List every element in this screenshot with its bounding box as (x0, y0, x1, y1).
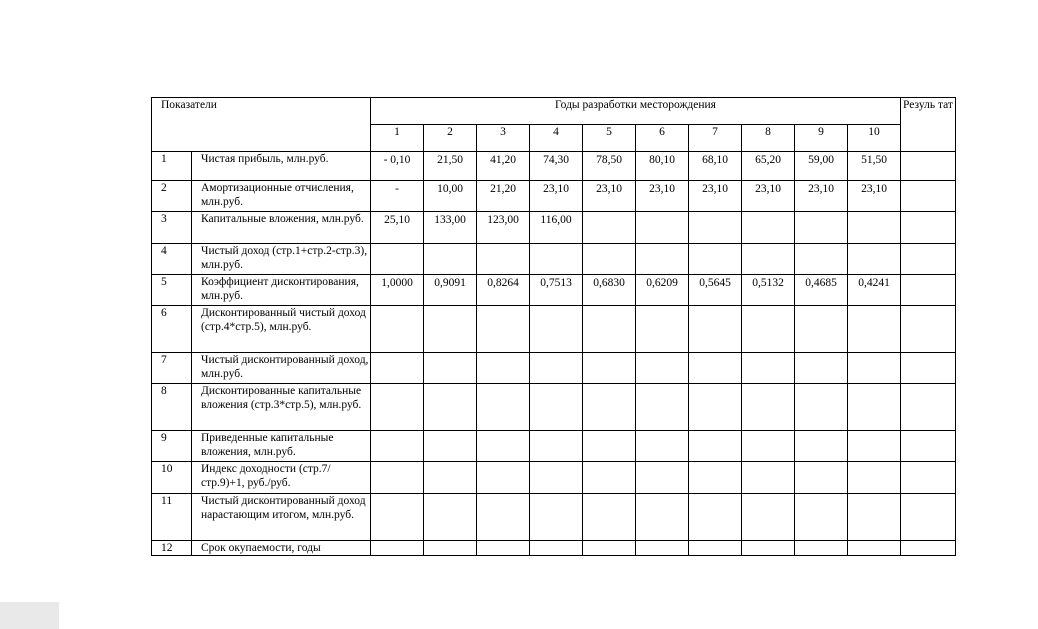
value-cell (530, 494, 583, 541)
value-cell: - 0,10 (371, 152, 424, 181)
value-cell (689, 306, 742, 353)
result-cell (901, 244, 956, 275)
value-cell (742, 212, 795, 244)
value-cell (689, 353, 742, 384)
table-row (152, 384, 956, 431)
table-row (152, 353, 956, 384)
value-cell (371, 384, 424, 431)
table-row (152, 494, 956, 541)
value-cell: 41,20 (477, 152, 530, 181)
row-indicator-name: Дисконтированный чистый доход (стр.4*стр.5), млн.руб. (192, 306, 371, 353)
value-cell: 10,00 (424, 181, 477, 212)
value-cell (795, 431, 848, 462)
value-cell (583, 431, 636, 462)
table-row (152, 541, 956, 556)
value-cell: 78,50 (583, 152, 636, 181)
value-cell (477, 494, 530, 541)
result-cell (901, 181, 956, 212)
value-cell (477, 353, 530, 384)
result-cell (901, 462, 956, 494)
header-indicators: Показатели (152, 98, 371, 152)
year-header-4: 4 (530, 125, 583, 152)
result-cell (901, 152, 956, 181)
value-cell (371, 494, 424, 541)
year-header-8: 8 (742, 125, 795, 152)
result-cell (901, 494, 956, 541)
row-indicator-name: Чистый дисконтированный доход нарастающим итогом, млн.руб. (192, 494, 371, 541)
value-cell (424, 541, 477, 556)
value-cell: 23,10 (530, 181, 583, 212)
row-indicator-name: Капитальные вложения, млн.руб. (192, 212, 371, 244)
value-cell (530, 462, 583, 494)
header-result: Резуль тат (901, 98, 956, 152)
value-cell (583, 384, 636, 431)
value-cell (424, 244, 477, 275)
value-cell (424, 431, 477, 462)
value-cell (848, 244, 901, 275)
year-header-2: 2 (424, 125, 477, 152)
row-number: 3 (152, 212, 192, 244)
value-cell: 21,20 (477, 181, 530, 212)
value-cell: 133,00 (424, 212, 477, 244)
value-cell (424, 353, 477, 384)
value-cell: 51,50 (848, 152, 901, 181)
row-indicator-name: Коэффициент дисконтирования, млн.руб. (192, 275, 371, 306)
row-indicator-name: Индекс доходности (стр.7/стр.9)+1, руб./руб. (192, 462, 371, 494)
table-row (152, 462, 956, 494)
row-number: 8 (152, 384, 192, 431)
value-cell: 25,10 (371, 212, 424, 244)
value-cell: 23,10 (848, 181, 901, 212)
value-cell (636, 462, 689, 494)
value-cell (848, 431, 901, 462)
value-cell (530, 306, 583, 353)
value-cell (477, 384, 530, 431)
value-cell (583, 541, 636, 556)
value-cell (424, 384, 477, 431)
value-cell (795, 494, 848, 541)
row-number: 10 (152, 462, 192, 494)
row-indicator-name: Чистый доход (стр.1+стр.2-стр.3), млн.руб. (192, 244, 371, 275)
value-cell (689, 212, 742, 244)
header-years-title: Годы разработки месторождения (371, 98, 901, 125)
value-cell: 23,10 (795, 181, 848, 212)
value-cell (477, 244, 530, 275)
year-header-6: 6 (636, 125, 689, 152)
year-header-5: 5 (583, 125, 636, 152)
value-cell (424, 306, 477, 353)
value-cell (742, 244, 795, 275)
value-cell (583, 244, 636, 275)
value-cell (371, 353, 424, 384)
value-cell (636, 306, 689, 353)
result-cell (901, 212, 956, 244)
value-cell: 0,4241 (848, 275, 901, 306)
value-cell (689, 384, 742, 431)
value-cell (742, 541, 795, 556)
value-cell: 0,5645 (689, 275, 742, 306)
value-cell (636, 244, 689, 275)
value-cell: 0,7513 (530, 275, 583, 306)
value-cell (848, 353, 901, 384)
value-cell: 23,10 (583, 181, 636, 212)
table-row (152, 152, 956, 181)
value-cell (795, 212, 848, 244)
value-cell (530, 431, 583, 462)
row-number: 9 (152, 431, 192, 462)
value-cell (742, 494, 795, 541)
result-cell (901, 353, 956, 384)
value-cell (848, 494, 901, 541)
value-cell (477, 541, 530, 556)
value-cell (795, 353, 848, 384)
year-header-7: 7 (689, 125, 742, 152)
row-number: 6 (152, 306, 192, 353)
value-cell: 116,00 (530, 212, 583, 244)
value-cell (742, 306, 795, 353)
value-cell (636, 431, 689, 462)
table-row (152, 306, 956, 353)
value-cell: 0,6209 (636, 275, 689, 306)
value-cell: 1,0000 (371, 275, 424, 306)
result-cell (901, 384, 956, 431)
value-cell (371, 462, 424, 494)
row-number: 5 (152, 275, 192, 306)
value-cell: 123,00 (477, 212, 530, 244)
value-cell (371, 244, 424, 275)
value-cell (477, 306, 530, 353)
value-cell (424, 494, 477, 541)
row-indicator-name: Чистая прибыль, млн.руб. (192, 152, 371, 181)
value-cell (795, 462, 848, 494)
table-row (152, 212, 956, 244)
value-cell (742, 384, 795, 431)
value-cell (848, 306, 901, 353)
value-cell: 21,50 (424, 152, 477, 181)
value-cell: 23,10 (742, 181, 795, 212)
value-cell (530, 353, 583, 384)
value-cell (848, 212, 901, 244)
value-cell (742, 462, 795, 494)
value-cell (583, 212, 636, 244)
value-cell (689, 494, 742, 541)
value-cell (371, 306, 424, 353)
value-cell (742, 431, 795, 462)
corner-panel (0, 602, 59, 629)
value-cell: 80,10 (636, 152, 689, 181)
row-indicator-name: Чистый дисконтированный доход, млн.руб. (192, 353, 371, 384)
year-header-1: 1 (371, 125, 424, 152)
table-row (152, 275, 956, 306)
row-indicator-name: Амортизационные отчисления, млн.руб. (192, 181, 371, 212)
result-cell (901, 541, 956, 556)
value-cell (530, 244, 583, 275)
value-cell: - (371, 181, 424, 212)
value-cell (583, 494, 636, 541)
value-cell (689, 244, 742, 275)
value-cell (636, 384, 689, 431)
table-row (152, 244, 956, 275)
value-cell: 74,30 (530, 152, 583, 181)
value-cell (583, 462, 636, 494)
year-header-9: 9 (795, 125, 848, 152)
row-number: 12 (152, 541, 192, 556)
value-cell: 23,10 (689, 181, 742, 212)
row-number: 2 (152, 181, 192, 212)
value-cell: 0,5132 (742, 275, 795, 306)
value-cell (583, 353, 636, 384)
value-cell (848, 541, 901, 556)
value-cell (636, 212, 689, 244)
value-cell (795, 541, 848, 556)
value-cell: 0,8264 (477, 275, 530, 306)
value-cell (689, 462, 742, 494)
row-indicator-name: Срок окупаемости, годы (192, 541, 371, 556)
result-cell (901, 275, 956, 306)
value-cell (371, 431, 424, 462)
result-cell (901, 306, 956, 353)
value-cell: 59,00 (795, 152, 848, 181)
value-cell: 23,10 (636, 181, 689, 212)
value-cell (689, 541, 742, 556)
value-cell (424, 462, 477, 494)
year-header-10: 10 (848, 125, 901, 152)
value-cell (795, 384, 848, 431)
value-cell (530, 384, 583, 431)
row-number: 11 (152, 494, 192, 541)
value-cell: 0,9091 (424, 275, 477, 306)
value-cell (848, 462, 901, 494)
value-cell (795, 306, 848, 353)
value-cell: 0,6830 (583, 275, 636, 306)
row-indicator-name: Приведенные капитальные вложения, млн.руб. (192, 431, 371, 462)
table-row (152, 431, 956, 462)
value-cell (477, 462, 530, 494)
value-cell (636, 353, 689, 384)
row-number: 4 (152, 244, 192, 275)
value-cell: 0,4685 (795, 275, 848, 306)
value-cell (795, 244, 848, 275)
value-cell (530, 541, 583, 556)
value-cell (689, 431, 742, 462)
row-indicator-name: Дисконтированные капитальные вложения (стр.3*стр.5), млн.руб. (192, 384, 371, 431)
value-cell (636, 541, 689, 556)
result-cell (901, 431, 956, 462)
value-cell (742, 353, 795, 384)
value-cell (371, 541, 424, 556)
table-row (152, 181, 956, 212)
value-cell (848, 384, 901, 431)
value-cell (583, 306, 636, 353)
value-cell (477, 431, 530, 462)
indicators-table (151, 97, 956, 556)
value-cell (636, 494, 689, 541)
value-cell: 68,10 (689, 152, 742, 181)
year-header-3: 3 (477, 125, 530, 152)
row-number: 7 (152, 353, 192, 384)
value-cell: 65,20 (742, 152, 795, 181)
row-number: 1 (152, 152, 192, 181)
